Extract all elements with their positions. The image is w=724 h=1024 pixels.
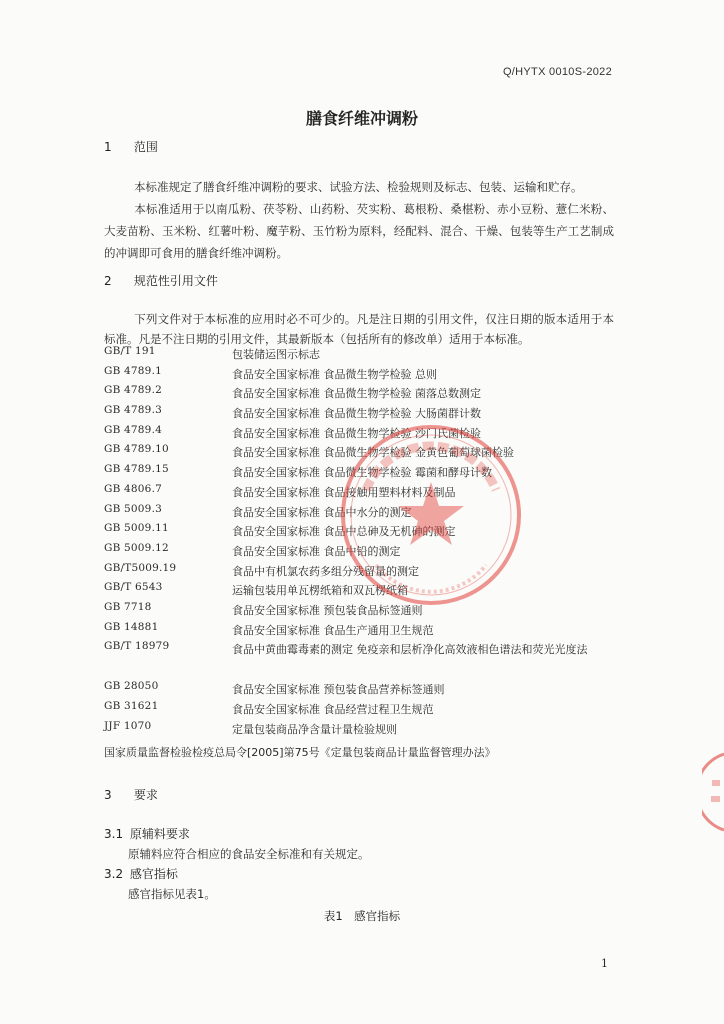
reference-title: 食品中有机氯农药多组分残留量的测定 (232, 564, 419, 578)
regulation-reference: 国家质量监督检验检疫总局令[2005]第75号《定量包装商品计量监督管理办法》 (104, 746, 496, 759)
subsection-number: 3.2 (104, 867, 124, 881)
reference-code: GB 7718 (104, 600, 152, 613)
reference-code: GB 4789.4 (104, 423, 162, 436)
reference-title: 食品安全国家标准 食品微生物学检验 霉菌和酵母计数 (232, 466, 492, 480)
reference-title: 食品安全国家标准 食品微生物学检验 沙门氏菌检验 (232, 426, 481, 440)
section-3-heading (104, 786, 158, 803)
reference-title: 食品安全国家标准 食品接触用塑料材料及制品 (232, 485, 456, 499)
subsection-3-2-heading (104, 865, 178, 882)
reference-title: 定量包装商品净含量计量检验规则 (232, 722, 397, 736)
reference-title: 包装储运图示标志 (232, 348, 320, 361)
reference-code: GB/T5009.19 (104, 561, 177, 574)
reference-title: 食品安全国家标准 预包装食品标签通则 (232, 603, 423, 617)
section-1-paragraph-1 (104, 176, 614, 198)
reference-row (104, 621, 624, 641)
subsection-3-1-text: 原辅料应符合相应的食品安全标准和有关规定。 (128, 847, 370, 861)
reference-title: 食品安全国家标准 食品中水分的测定 (232, 505, 412, 519)
section-title: 范围 (133, 140, 158, 154)
subsection-title: 感官指标 (129, 867, 178, 881)
document-code: Q/HYTX 0010S-2022 (502, 66, 612, 78)
reference-code: GB 4789.1 (104, 364, 162, 377)
seam-stamp (702, 752, 724, 832)
reference-code: JJF 1070 (104, 719, 152, 732)
reference-title: 食品中黄曲霉毒素的测定 免疫亲和层析净化高效液相色谱法和荧光光度法 (232, 643, 588, 657)
reference-code: GB 4789.10 (104, 443, 169, 456)
reference-title: 食品安全国家标准 食品生产通用卫生规范 (232, 623, 434, 637)
reference-row (104, 345, 624, 365)
document-title: 膳食纤维冲调粉 (305, 109, 418, 128)
paragraph-text: 本标准适用于以南瓜粉、茯苓粉、山药粉、芡实粉、葛根粉、桑椹粉、赤小豆粉、薏仁米粉、大麦苗粉、玉米粉、红薯叶粉、魔芋粉、玉竹粉为原料，经配料、混合、干燥、包装等生产工艺制成的冲调即可食用的膳食纤维冲调粉。 (104, 202, 614, 260)
company-seal-stamp (336, 420, 526, 610)
reference-title: 食品安全国家标准 食品微生物学检验 金黄色葡萄球菌检验 (232, 446, 514, 460)
section-1-paragraph-2 (104, 198, 614, 264)
reference-row (104, 720, 624, 740)
reference-title: 食品安全国家标准 食品中总砷及无机砷的测定 (232, 525, 456, 539)
subsection-3-2-text: 感官指标见表1。 (128, 887, 216, 901)
reference-code: GB 5009.12 (104, 541, 169, 554)
reference-title: 食品安全国家标准 预包装食品营养标签通则 (232, 683, 445, 697)
section-number: 1 (104, 140, 112, 154)
table-caption: 表1 感官指标 (323, 909, 401, 923)
reference-title: 食品安全国家标准 食品中铅的测定 (232, 544, 401, 558)
paragraph-text: 下列文件对于本标准的应用时必不可少的。凡是注日期的引用文件，仅注日期的版本适用于本标准。凡是不注日期的引用文件，其最新版本（包括所有的修改单）适用于本标准。 (104, 312, 614, 346)
reference-code: GB 4789.2 (104, 384, 162, 397)
section-2-heading (104, 272, 218, 289)
section-1-heading (104, 138, 158, 155)
section-title: 要求 (133, 788, 158, 802)
reference-code: GB/T 6543 (104, 581, 163, 594)
paragraph-text: 本标准规定了膳食纤维冲调粉的要求、试验方法、检验规则及标志、包装、运输和贮存。 (134, 180, 583, 194)
subsection-3-1-heading (104, 825, 190, 842)
section-title: 规范性引用文件 (133, 274, 218, 288)
reference-code: GB 4789.3 (104, 404, 162, 417)
reference-code: GB 4789.15 (104, 463, 169, 476)
reference-title: 食品安全国家标准 食品经营过程卫生规范 (232, 703, 434, 716)
reference-row (104, 680, 624, 700)
subsection-number: 3.1 (104, 827, 124, 841)
subsection-title: 原辅料要求 (129, 827, 190, 841)
section-number: 2 (104, 274, 112, 288)
reference-code: GB/T 191 (104, 345, 156, 357)
reference-code: GB 5009.11 (104, 522, 169, 535)
reference-row (104, 384, 624, 404)
reference-code: GB 28050 (104, 680, 159, 693)
section-2-intro (104, 309, 614, 349)
section-number: 3 (104, 788, 112, 802)
reference-title: 食品安全国家标准 食品微生物学检验 菌落总数测定 (232, 387, 481, 401)
reference-code: GB 14881 (104, 620, 159, 633)
reference-row (104, 365, 624, 385)
reference-title: 运输包装用单瓦楞纸箱和双瓦楞纸箱 (232, 584, 408, 598)
reference-code: GB/T 18979 (104, 640, 170, 653)
reference-code: GB 5009.3 (104, 502, 162, 515)
reference-code: GB 4806.7 (104, 482, 162, 495)
reference-row (104, 640, 624, 680)
reference-row (104, 700, 624, 720)
reference-code: GB 31621 (104, 700, 159, 712)
page-number: 1 (601, 957, 608, 970)
reference-title: 食品安全国家标准 食品微生物学检验 总则 (232, 367, 437, 381)
reference-title: 食品安全国家标准 食品微生物学检验 大肠菌群计数 (232, 407, 481, 421)
